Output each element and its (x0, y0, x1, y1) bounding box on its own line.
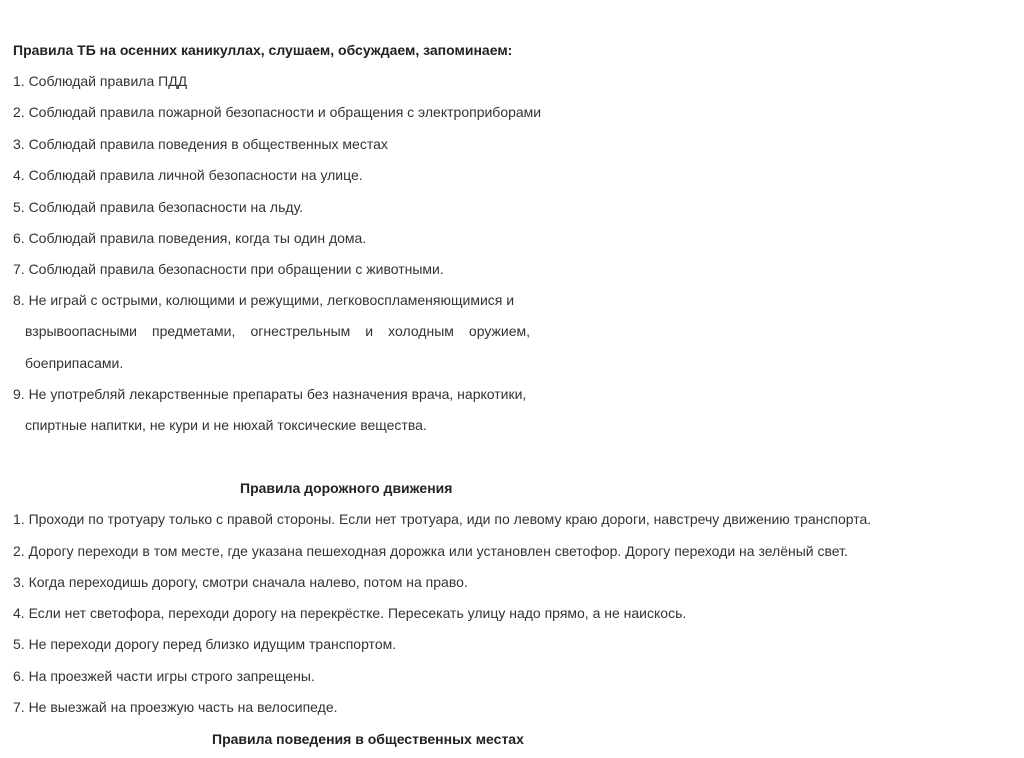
traffic-rule-2: 2. Дорогу переходи в том месте, где указана пешеходная дорожка или установлен светофор. Дорогу переходи на зелёный свет. (13, 543, 848, 559)
general-rule-6: 6. Соблюдай правила поведения, когда ты один дома. (13, 230, 367, 246)
general-rule-8-line-1: 8. Не играй с острыми, колющими и режущими, легковоспламеняющимися и (13, 292, 515, 308)
traffic-rule-5: 5. Не переходи дорогу перед близко идущим транспортом. (13, 636, 397, 652)
traffic-rule-1: 1. Проходи по тротуару только с правой стороны. Если нет тротуара, иди по левому краю дороги, навстречу движению транспорта. (13, 511, 872, 527)
public-behavior-heading: Правила поведения в общественных местах (212, 731, 524, 747)
general-rule-9-line-2: спиртные напитки, не кури и не нюхай токсические вещества. (25, 417, 427, 433)
general-rule-4: 4. Соблюдай правила личной безопасности на улице. (13, 167, 363, 183)
general-rule-2: 2. Соблюдай правила пожарной безопасности и обращения с электроприборами (13, 104, 542, 120)
general-rule-1: 1. Соблюдай правила ПДД (13, 73, 188, 89)
traffic-rule-7: 7. Не выезжай на проезжую часть на велосипеде. (13, 699, 338, 715)
general-rule-8-line-3: боеприпасами. (25, 355, 124, 371)
traffic-rule-3: 3. Когда переходишь дорогу, смотри сначала налево, потом на право. (13, 574, 468, 590)
traffic-heading: Правила дорожного движения (240, 480, 453, 496)
traffic-rule-4: 4. Если нет светофора, переходи дорогу на перекрёстке. Пересекать улицу надо прямо, а не наискось. (13, 605, 687, 621)
intro-heading: Правила ТБ на осенних каникуллах, слушаем, обсуждаем, запоминаем: (13, 42, 513, 58)
traffic-rule-6: 6. На проезжей части игры строго запрещены. (13, 668, 315, 684)
general-rule-5: 5. Соблюдай правила безопасности на льду. (13, 199, 304, 215)
general-rule-9-line-1: 9. Не употребляй лекарственные препараты без назначения врача, наркотики, (13, 386, 527, 402)
general-rule-7: 7. Соблюдай правила безопасности при обращении с животными. (13, 261, 444, 277)
general-rule-8-line-2: взрывоопасными предметами, огнестрельным и холодным оружием, (25, 323, 530, 339)
general-rule-3: 3. Соблюдай правила поведения в общественных местах (13, 136, 388, 152)
